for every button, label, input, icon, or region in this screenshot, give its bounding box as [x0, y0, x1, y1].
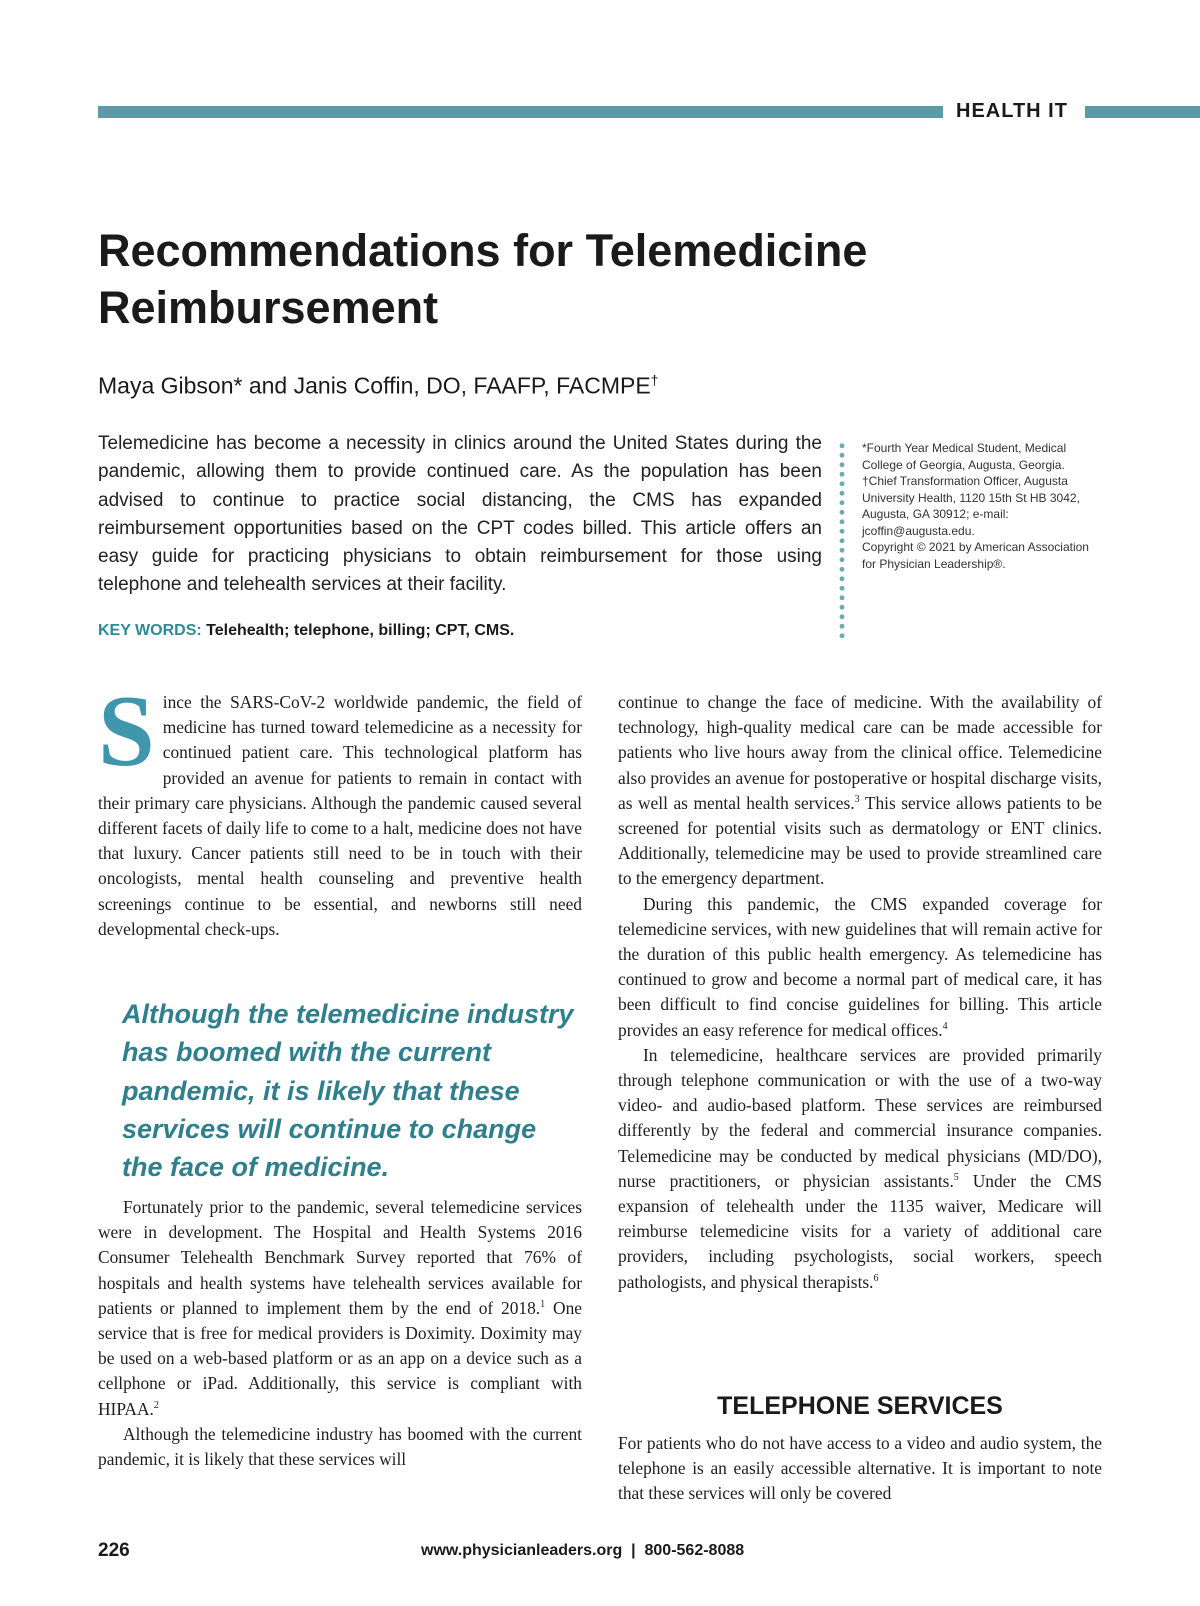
article-title: Recommendations for Telemedicine Reimbursement [98, 225, 868, 333]
article-authors [98, 372, 658, 400]
body-right [618, 690, 1102, 1295]
affiliation-2: †Chief Transformation Officer, Augusta University Health, 1120 15th St HB 3042, Augusta, GA 30912; e-mail: jcoffin@augusta.edu. [862, 474, 1080, 538]
section-label: HEALTH IT [956, 100, 1068, 122]
authors-text: Maya Gibson* and Janis Coffin, DO, FAAFP, FACMPE [98, 372, 651, 399]
copyright: Copyright © 2021 by American Association for Physician Leadership®. [862, 540, 1089, 571]
body-left-top [98, 675, 582, 942]
keywords-text: Telehealth; telephone, billing; CPT, CMS. [206, 622, 515, 639]
dotted-divider [839, 441, 845, 641]
footer-contact: www.physicianleaders.org | 800-562-8088 [421, 1542, 745, 1559]
body-right-bottom [618, 1431, 1102, 1507]
abstract: Telemedicine has become a necessity in clinics around the United States during the pandemic, allowing them to provide continued care. As the population has been advised to continue to practice social distancing, the CMS has expanded reimbursement opportunities based on the CPT codes billed. This article offers an easy guide for practicing physicians to obtain reimbursement for those using telephone and telehealth services at their facility. [98, 433, 822, 596]
keywords-label: KEY WORDS: [98, 622, 202, 639]
paragraph: For patients who do not have access to a video and audio system, the telephone is an easily accessible alternative. It is important to note that these services will only be covered [618, 1433, 1102, 1504]
paragraph: During this pandemic, the CMS expanded coverage for telemedicine services, with new guidelines that will remain active for the duration of this public health emergency. As telemedicine has continued to grow and become a normal part of medical care, it has been difficult to find concise guidelines for billing. This article provides an easy reference for medical offices.$^4$ [618, 893, 1102, 1040]
body-left-bottom [98, 1195, 582, 1472]
reference-mark: 6 [873, 1272, 879, 1284]
affiliation-1: *Fourth Year Medical Student, Medical College of Georgia, Augusta, Georgia. [862, 441, 1067, 472]
paragraph: Although the telemedicine industry has boomed with the current pandemic, it is likely that these services will [98, 1423, 582, 1470]
keywords [98, 622, 514, 640]
paragraph: Fortunately prior to the pandemic, several telemedicine services were in development. The Hospital and Health Systems 2016 Consumer Telehealth Benchmark Survey reported that 76% of hospitals and health systems have telehealth services available for patients or planned to implement them by the end of 2018.$^1$ One service that is free for medical providers is Doximity. Doximity may be used on a web-based platform or as an app on a device such as a cellphone or iPad. Additionally, this service is compliant with HIPAA.$^2$ [98, 1197, 582, 1419]
reference-mark: 1 [540, 1299, 546, 1311]
reference-mark: 4 [942, 1020, 948, 1032]
header-band-left [98, 106, 943, 118]
drop-cap: S [98, 675, 155, 788]
header-band-right [1085, 106, 1200, 118]
section-heading: TELEPHONE SERVICES [717, 1392, 1003, 1420]
page-number: 226 [98, 1540, 130, 1561]
reference-mark: 3 [854, 794, 860, 806]
affiliations [862, 440, 1102, 572]
paragraph-text: ince the SARS-CoV-2 worldwide pandemic, the field of medicine has turned toward telemedicine as a necessity for continued patient care. This technological platform has provided an avenue for patients to remain in contact with their primary care physicians. Although the pandemic caused several different facets of daily life to come to a halt, medicine does not have that luxury. Cancer patients still need to be in touch with their oncologists, mental health counseling and preventive health screenings continue to be essential, and newborns still need developmental check-ups. [98, 692, 582, 939]
paragraph: continue to change the face of medicine. With the availability of technology, high-quality medical care can be made accessible for patients who live hours away from the clinical office. Telemedicine also provides an avenue for postoperative or hospital discharge visits, as well as mental health services.$^3$ This service allows patients to be screened for potential visits such as dermatology or ENT clinics. Additionally, telemedicine may be used to provide streamlined care to the emergency department. [618, 692, 1103, 889]
reference-mark: 5 [953, 1172, 959, 1184]
paragraph: In telemedicine, healthcare services are provided primarily through telephone communication or with the use of a two-way video- and audio-based platform. These services are reimbursed differently by the federal and commercial insurance companies. Telemedicine may be conducted by medical physicians (MD/DO), nurse practitioners, or physician assistants.$^5$ Under the CMS expansion of telehealth under the 1135 waiver, Medicare will reimburse telemedicine visits for a variety of additional care providers, including psychologists, social workers, speech pathologists, and physical therapists.$^6$ [618, 1044, 1102, 1292]
pull-quote: Although the telemedicine industry has boomed with the current pandemic, it is likely that these services will continue to change the face of medicine. [122, 999, 574, 1183]
reference-mark: 2 [153, 1399, 159, 1411]
paragraph [98, 675, 582, 942]
authors-mark: † [650, 372, 659, 388]
